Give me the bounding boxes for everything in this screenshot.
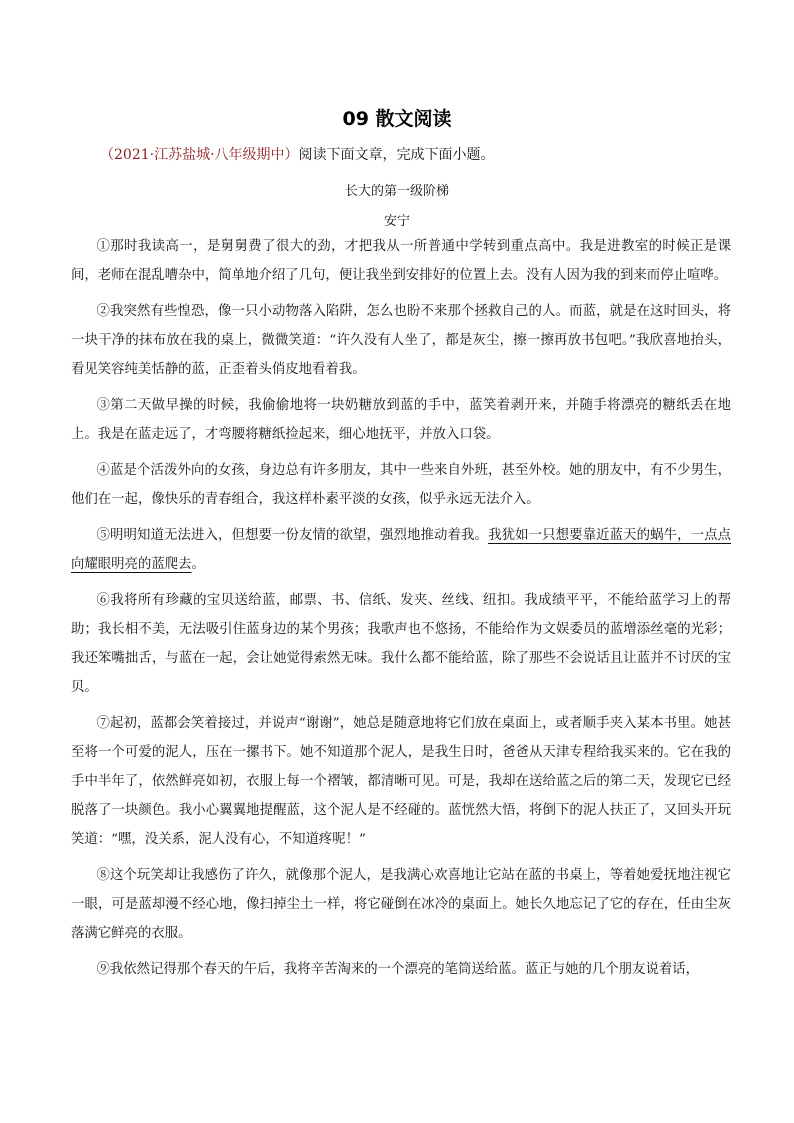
instruction-text: 阅读下面文章，完成下面小题。	[298, 147, 495, 163]
paragraph-9: ⑨我依然记得那个春天的午后，我将辛苦淘来的一个漂亮的笔筒送给蓝。蓝正与她的几个朋友说着话，	[96, 962, 700, 977]
question-intro	[100, 144, 495, 164]
paragraph-8: ⑧这个玩笑却让我感伤了许久，就像那个泥人，是我满心欢喜地让它站在蓝的书桌上，等着她爱抚地注视它一眼，可是蓝却漫不经心地，像扫掉尘土一样，将它碰倒在冰冷的桌面上。她长久地忘记了它的存在，任由尘灰落满它鲜亮的衣服。	[71, 868, 731, 941]
article-body	[71, 232, 731, 991]
paragraph-3: ③第二天做早操的时候，我偷偷地将一块奶糖放到蓝的手中，蓝笑着剥开来，并随手将漂亮的糖纸丢在地上。我是在蓝走远了，才弯腰将糖纸捡起来，细心地抚平，并放入口袋。	[71, 398, 731, 442]
paragraph-5-tail: 。	[191, 557, 205, 572]
paragraph-5-text: ⑤明明知道无法进入，但想要一份友情的欲望，强烈地推动着我。	[96, 528, 489, 543]
paragraph-2: ②我突然有些惶恐，像一只小动物落入陷阱，怎么也盼不来那个拯救自己的人。而蓝，就是在这时回头，将一块干净的抹布放在我的桌上，微微笑道：“许久没有人坐了，都是灰尘，擦一擦再放书包吧。”我欣喜地抬头，看见笑容纯美恬静的蓝，正歪着头俏皮地看着我。	[71, 304, 731, 377]
page-title: 09 散文阅读	[342, 108, 452, 130]
story-author: 安宁	[383, 214, 410, 229]
paragraph-1: ①那时我读高一，是舅舅费了很大的劲，才把我从一所普通中学转到重点高中。我是进教室的时候正是课间，老师在混乱嘈杂中，简单地介绍了几句，便让我坐到安排好的位置上去。没有人因为我的到来而停止喧哗。	[71, 239, 731, 283]
story-title: 长大的第一级阶梯	[344, 184, 449, 199]
source-label: （2021·江苏盐城·八年级期中）	[100, 147, 299, 163]
paragraph-6: ⑥我将所有珍藏的宝贝送给蓝，邮票、书、信纸、发夹、丝线、纽扣。我成绩平平，不能给蓝学习上的帮助；我长相不美，无法吸引住蓝身边的某个男孩；我歌声也不悠扬，不能给作为文娱委员的蓝增添丝毫的光彩；我还笨嘴拙舌，与蓝在一起，会让她觉得索然无味。我什么都不能给蓝，除了那些不会说话且让蓝并不讨厌的宝贝。	[71, 593, 731, 695]
paragraph-4: ④蓝是个活泼外向的女孩，身边总有许多朋友，其中一些来自外班，甚至外校。她的朋友中，有不少男生，他们在一起，像快乐的青春组合，我这样朴素平淡的女孩，似乎永远无法介入。	[71, 463, 731, 507]
paragraph-5	[71, 521, 731, 579]
paragraph-7: ⑦起初，蓝都会笑着接过，并说声“谢谢”，她总是随意地将它们放在桌面上，或者顺手夹入某本书里。她甚至将一个可爱的泥人，压在一摞书下。她不知道那个泥人，是我生日时，爸爸从天津专程给我买来的。它在我的手中半年了，依然鲜亮如初，衣服上每一个褶皱，都清晰可见。可是，我却在送给蓝之后的第二天，发现它已经脱落了一块颜色。我小心翼翼地提醒蓝，这个泥人是不经碰的。蓝恍然大悟，将倒下的泥人扶正了，又回头开玩笑道：“嘿，没关系，泥人没有心，不知道疼呢！”	[71, 716, 731, 847]
underlined-sentence: 我犹如一只想要靠近蓝天的蜗牛，一点点向耀眼明亮的蓝爬去	[71, 528, 732, 572]
